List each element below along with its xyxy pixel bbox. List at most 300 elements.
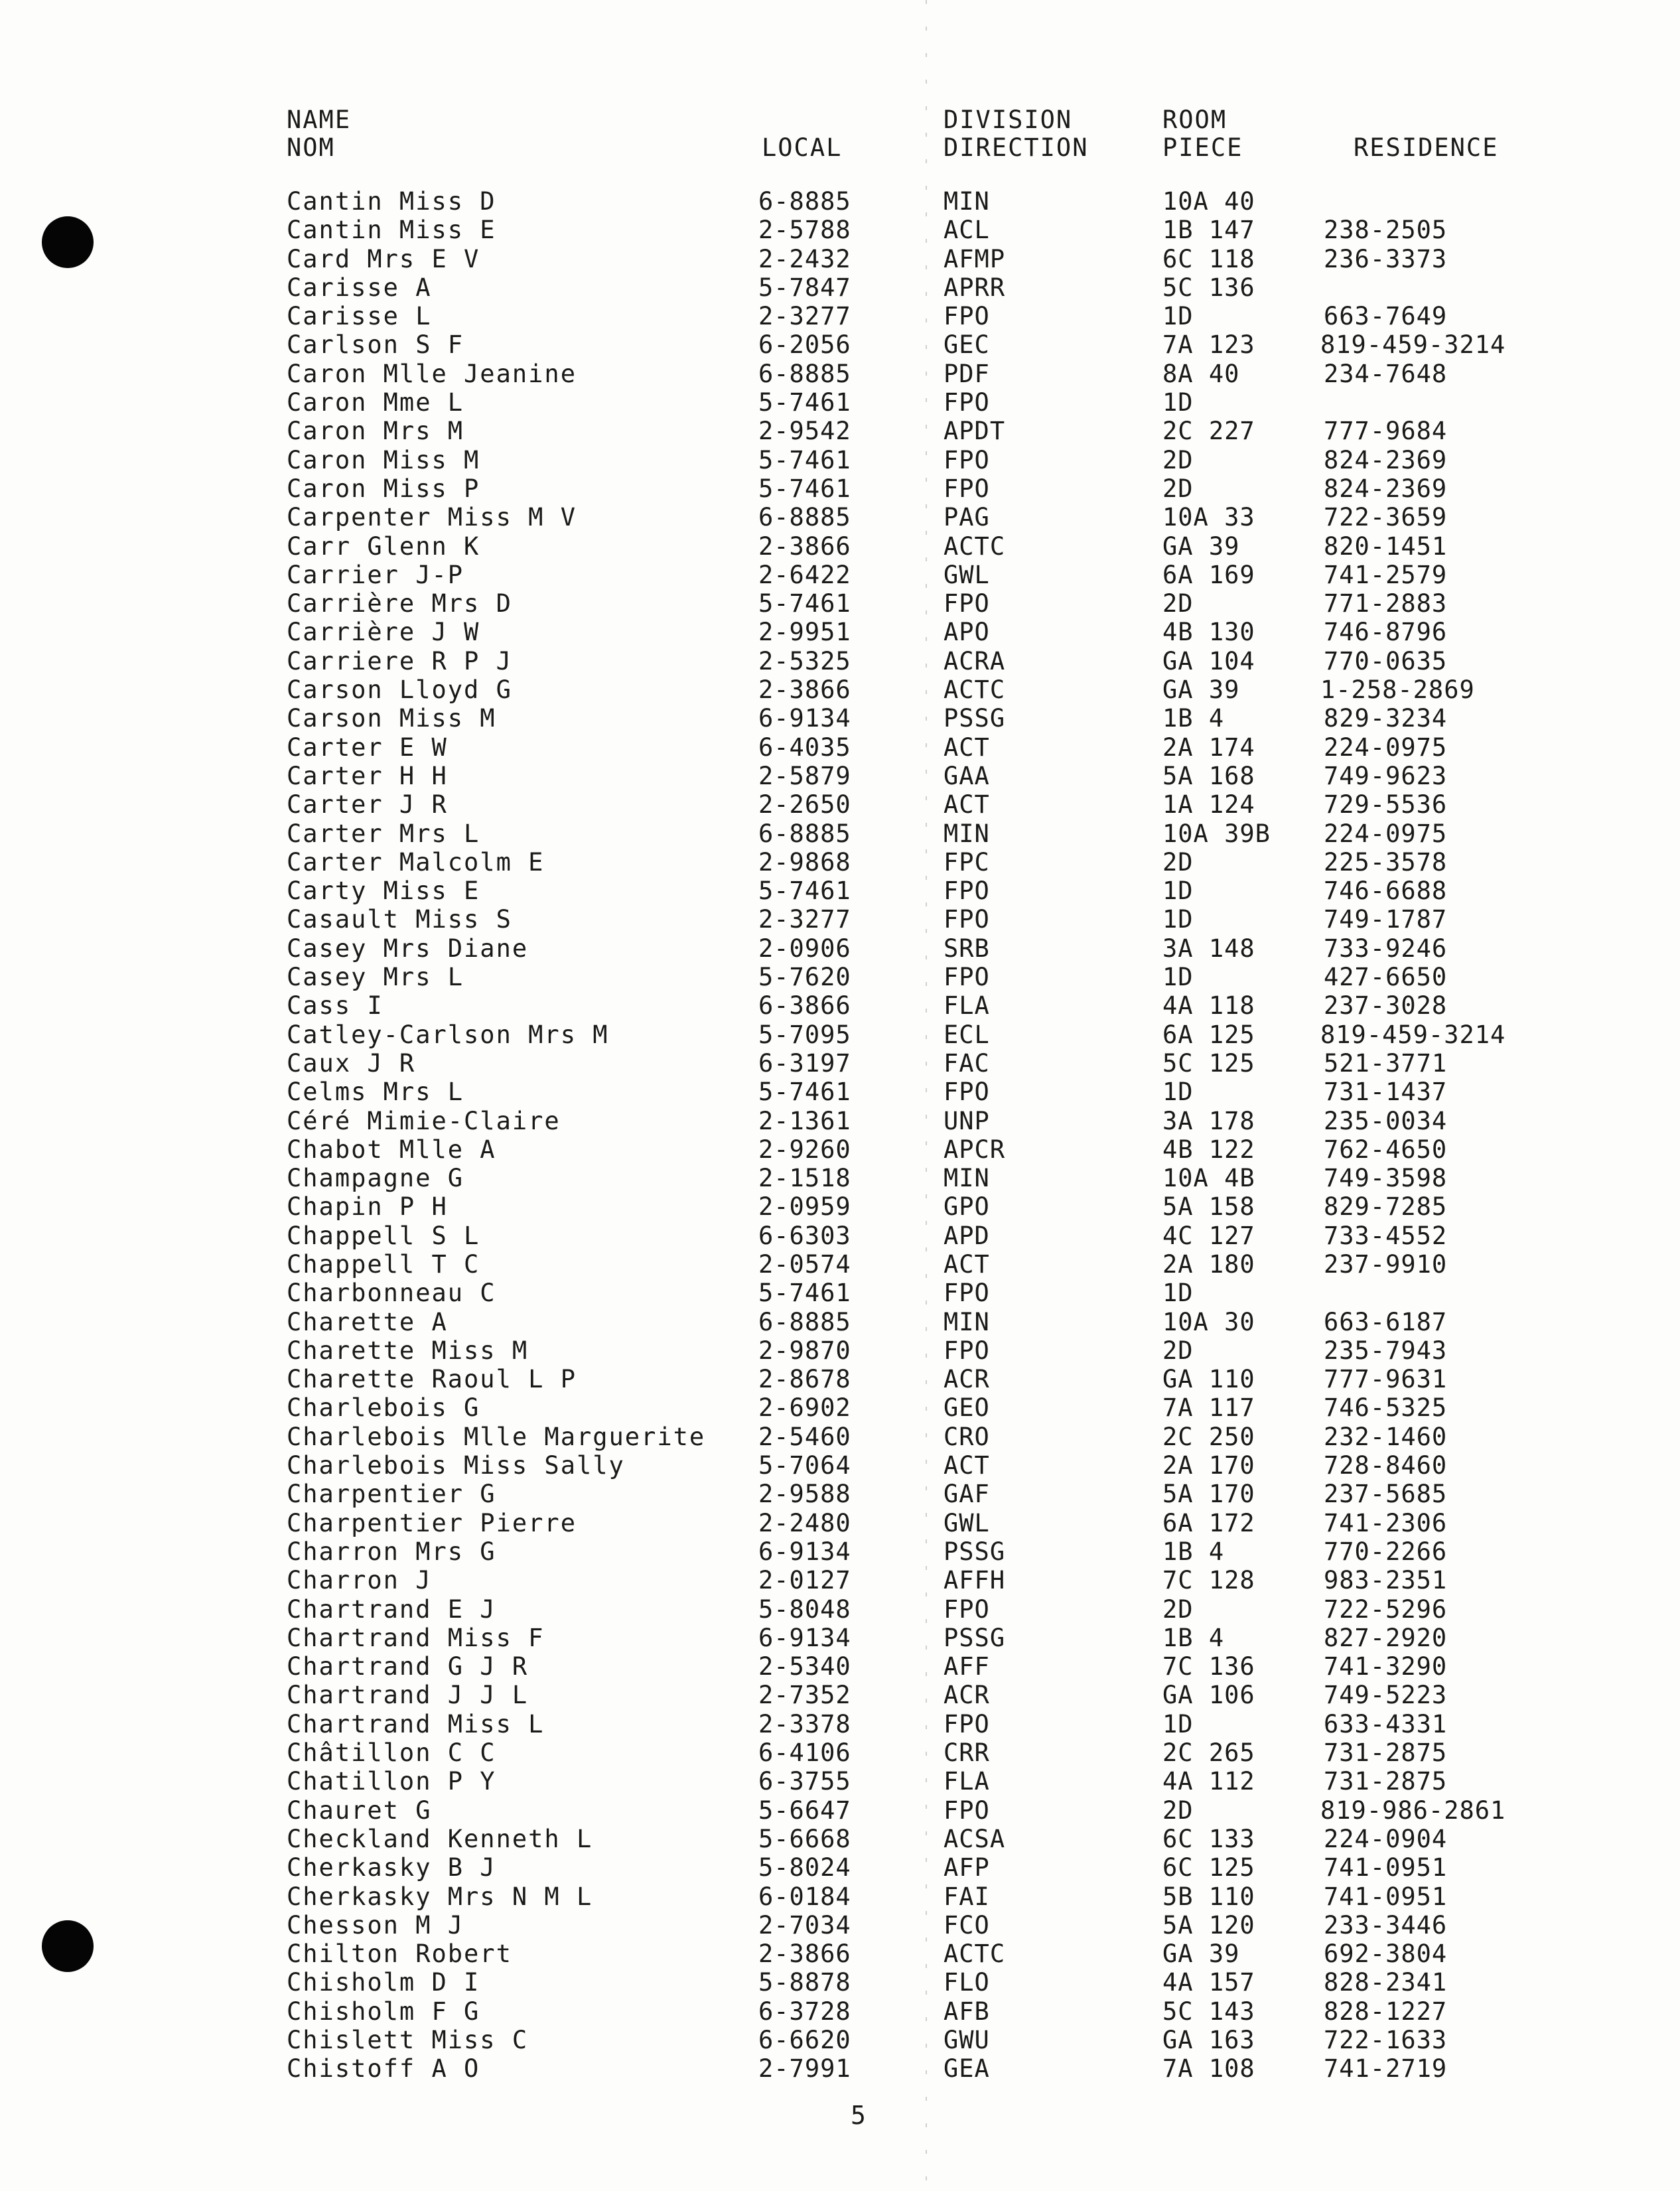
entry-name: Carson Miss M — [287, 704, 496, 733]
entry-residence: 224-0904 — [1324, 1824, 1448, 1853]
entry-residence: 733-9246 — [1324, 934, 1448, 963]
entry-name: Charette Miss M — [287, 1336, 529, 1365]
entry-division: GWU — [944, 2026, 990, 2054]
entry-residence: 828-2341 — [1324, 1968, 1448, 1997]
entry-division: PSSG — [944, 704, 1006, 733]
entry-residence: 762-4650 — [1324, 1135, 1448, 1164]
entry-local: 6-9134 — [758, 704, 851, 733]
entry-residence: 235-7943 — [1324, 1336, 1448, 1365]
entry-local: 2-1518 — [758, 1164, 851, 1193]
entry-name: Cass I — [287, 991, 384, 1021]
entry-name: Carlson S F — [287, 330, 464, 360]
table-row — [0, 963, 1680, 991]
entry-room: 5A 170 — [1162, 1480, 1255, 1509]
header-division-en: DIVISION — [944, 106, 1073, 134]
header-local — [762, 134, 842, 162]
entry-room: 2A 180 — [1162, 1249, 1255, 1279]
table-row — [0, 733, 1680, 762]
entry-room: 10A 39B — [1162, 819, 1271, 848]
entry-local: 2-9260 — [758, 1135, 851, 1164]
entry-room: 7A 108 — [1162, 2054, 1255, 2084]
entry-division: FLO — [944, 1968, 990, 1997]
entry-local: 2-5325 — [758, 646, 851, 675]
entry-division: ACR — [944, 1681, 990, 1710]
entry-residence: 777-9631 — [1324, 1365, 1448, 1394]
entry-local: 5-7095 — [758, 1020, 851, 1049]
entry-name: Carrière Mrs D — [287, 589, 512, 618]
entry-division: FPO — [944, 388, 990, 417]
table-row — [0, 1049, 1680, 1078]
entry-room: 10A 4B — [1162, 1164, 1255, 1193]
entry-division: MIN — [944, 1307, 990, 1336]
entry-room: 2A 174 — [1162, 733, 1255, 762]
entry-division: FPO — [944, 474, 990, 503]
entry-name: Chisholm D I — [287, 1968, 480, 1997]
table-row — [0, 1393, 1680, 1422]
table-row — [0, 1911, 1680, 1940]
entry-division: FPO — [944, 589, 990, 618]
entry-room: 5C 136 — [1162, 273, 1255, 302]
entry-room: 7C 128 — [1162, 1566, 1255, 1595]
entry-division: FPO — [944, 877, 990, 906]
entry-room: 4B 122 — [1162, 1135, 1255, 1164]
table-row — [0, 2054, 1680, 2083]
entry-division: APO — [944, 618, 990, 647]
entry-division: AFFH — [944, 1566, 1006, 1595]
entry-residence: 692-3804 — [1324, 1940, 1448, 1969]
entry-local: 2-5788 — [758, 216, 851, 245]
entry-name: Charron J — [287, 1566, 432, 1595]
entry-local: 5-7847 — [758, 273, 851, 302]
entry-local: 2-3378 — [758, 1709, 851, 1738]
entry-room: 1B 4 — [1162, 1623, 1225, 1652]
entry-residence: 237-9910 — [1324, 1249, 1448, 1279]
entry-local: 6-3728 — [758, 1997, 851, 2026]
table-row — [0, 1078, 1680, 1106]
entry-division: APD — [944, 1221, 990, 1250]
entry-local: 6-8885 — [758, 359, 851, 388]
table-row — [0, 446, 1680, 474]
table-row — [0, 934, 1680, 963]
entry-name: Chappell S L — [287, 1221, 480, 1250]
entry-room: 2D — [1162, 589, 1194, 618]
entry-division: FPO — [944, 1336, 990, 1365]
entry-local: 5-8024 — [758, 1853, 851, 1882]
entry-residence: 234-7648 — [1324, 359, 1448, 388]
entry-division: FPO — [944, 1279, 990, 1308]
entry-room: 1D — [1162, 1279, 1194, 1308]
entry-local: 6-0184 — [758, 1882, 851, 1911]
entry-residence: 819-986-2861 — [1320, 1796, 1506, 1825]
table-row — [0, 1222, 1680, 1250]
entry-room: 1D — [1162, 905, 1194, 934]
entry-room: GA 39 — [1162, 531, 1240, 561]
entry-division: FPO — [944, 445, 990, 474]
entry-room: 10A 30 — [1162, 1307, 1255, 1336]
entry-name: Cantin Miss E — [287, 216, 496, 245]
entry-name: Card Mrs E V — [287, 244, 480, 273]
entry-room: 2D — [1162, 474, 1194, 503]
entry-room: 1D — [1162, 877, 1194, 906]
table-row — [0, 1997, 1680, 2026]
table-row — [0, 1365, 1680, 1393]
table-row — [0, 273, 1680, 302]
table-row — [0, 1021, 1680, 1049]
entry-local: 2-0906 — [758, 934, 851, 963]
entry-residence: 733-4552 — [1324, 1221, 1448, 1250]
table-row — [0, 1652, 1680, 1681]
entry-residence: 741-2306 — [1324, 1508, 1448, 1537]
entry-residence: 828-1227 — [1324, 1997, 1448, 2026]
entry-division: PAG — [944, 503, 990, 532]
entry-residence: 232-1460 — [1324, 1422, 1448, 1451]
entry-residence: 728-8460 — [1324, 1451, 1448, 1480]
entry-division: MIN — [944, 187, 990, 216]
entry-room: 5A 120 — [1162, 1910, 1255, 1940]
table-row — [0, 561, 1680, 589]
entry-division: GPO — [944, 1192, 990, 1222]
entry-division: SRB — [944, 934, 990, 963]
entry-residence: 237-3028 — [1324, 991, 1448, 1021]
entry-name: Chartrand G J R — [287, 1652, 529, 1681]
entry-division: PSSG — [944, 1623, 1006, 1652]
entry-room: 7A 117 — [1162, 1393, 1255, 1423]
entry-division: FPC — [944, 847, 990, 877]
entry-local: 6-3866 — [758, 991, 851, 1021]
entry-name: Champagne G — [287, 1164, 464, 1193]
entry-residence: 236-3373 — [1324, 244, 1448, 273]
entry-division: FPO — [944, 1594, 990, 1624]
entry-name: Châtillon C C — [287, 1738, 496, 1768]
entry-name: Cantin Miss D — [287, 187, 496, 216]
entry-division: FCO — [944, 1910, 990, 1940]
entry-name: Carter E W — [287, 733, 448, 762]
entry-name: Carrière J W — [287, 618, 480, 647]
entry-room: 6A 172 — [1162, 1508, 1255, 1537]
table-row — [0, 704, 1680, 733]
table-row — [0, 1681, 1680, 1709]
entry-residence: 238-2505 — [1324, 216, 1448, 245]
entry-division: ACSA — [944, 1824, 1006, 1853]
entry-division: AFB — [944, 1997, 990, 2026]
entry-local: 6-8885 — [758, 503, 851, 532]
entry-name: Casey Mrs Diane — [287, 934, 529, 963]
entry-division: ACT — [944, 1451, 990, 1480]
entry-name: Carisse A — [287, 273, 432, 302]
table-row — [0, 1537, 1680, 1566]
entry-division: APDT — [944, 417, 1006, 446]
entry-residence: 722-5296 — [1324, 1594, 1448, 1624]
table-row — [0, 388, 1680, 417]
table-row — [0, 1738, 1680, 1767]
entry-room: 2D — [1162, 1336, 1194, 1365]
table-row — [0, 1107, 1680, 1135]
entry-division: FPO — [944, 1078, 990, 1107]
table-row — [0, 417, 1680, 445]
table-row — [0, 589, 1680, 618]
entry-local: 2-2650 — [758, 790, 851, 819]
entry-residence: 829-3234 — [1324, 704, 1448, 733]
entry-local: 2-3866 — [758, 531, 851, 561]
table-row — [0, 1451, 1680, 1480]
entry-residence: 722-3659 — [1324, 503, 1448, 532]
entry-residence: 731-2875 — [1324, 1738, 1448, 1768]
entry-local: 2-5460 — [758, 1422, 851, 1451]
entry-residence: 771-2883 — [1324, 589, 1448, 618]
table-row — [0, 1279, 1680, 1307]
entry-local: 2-5340 — [758, 1652, 851, 1681]
entry-name: Carter J R — [287, 790, 448, 819]
table-row — [0, 1882, 1680, 1911]
entry-name: Charpentier G — [287, 1480, 496, 1509]
entry-residence: 741-2579 — [1324, 560, 1448, 589]
table-row — [0, 187, 1680, 216]
entry-room: 10A 40 — [1162, 187, 1255, 216]
entry-residence: 741-0951 — [1324, 1853, 1448, 1882]
table-row — [0, 1940, 1680, 1968]
entry-local: 2-3866 — [758, 1940, 851, 1969]
entry-division: GEC — [944, 330, 990, 360]
entry-residence: 746-8796 — [1324, 618, 1448, 647]
entry-local: 2-5879 — [758, 761, 851, 790]
entry-room: 6C 125 — [1162, 1853, 1255, 1882]
entry-residence: 777-9684 — [1324, 417, 1448, 446]
entry-name: Chapin P H — [287, 1192, 448, 1222]
entry-residence: 749-3598 — [1324, 1164, 1448, 1193]
table-row — [0, 1624, 1680, 1652]
entry-residence: 749-5223 — [1324, 1681, 1448, 1710]
entry-local: 2-9542 — [758, 417, 851, 446]
entry-name: Carter H H — [287, 761, 448, 790]
entry-local: 2-6422 — [758, 560, 851, 589]
entry-local: 2-9588 — [758, 1480, 851, 1509]
entry-division: ACRA — [944, 646, 1006, 675]
entry-residence: 741-0951 — [1324, 1882, 1448, 1911]
entry-name: Celms Mrs L — [287, 1078, 464, 1107]
entry-room: 2A 170 — [1162, 1451, 1255, 1480]
entry-local: 6-2056 — [758, 330, 851, 360]
entry-room: 1B 4 — [1162, 704, 1225, 733]
entry-local: 6-9134 — [758, 1537, 851, 1566]
entry-residence: 827-2920 — [1324, 1623, 1448, 1652]
entry-name: Charlebois G — [287, 1393, 480, 1423]
entry-residence: 225-3578 — [1324, 847, 1448, 877]
entry-residence: 770-0635 — [1324, 646, 1448, 675]
entry-local: 2-7034 — [758, 1910, 851, 1940]
entry-local: 2-3277 — [758, 302, 851, 331]
entry-division: ACTC — [944, 1940, 1006, 1969]
entry-local: 2-0959 — [758, 1192, 851, 1222]
entry-room: GA 104 — [1162, 646, 1255, 675]
entry-residence: 746-5325 — [1324, 1393, 1448, 1423]
entry-division: GAA — [944, 761, 990, 790]
table-row — [0, 819, 1680, 848]
entry-residence: 729-5536 — [1324, 790, 1448, 819]
entry-residence: 741-3290 — [1324, 1652, 1448, 1681]
header-division-fr: DIRECTION — [944, 133, 1089, 162]
entry-local: 2-7352 — [758, 1681, 851, 1710]
entry-residence: 731-1437 — [1324, 1078, 1448, 1107]
entry-residence: 633-4331 — [1324, 1709, 1448, 1738]
entry-name: Casault Miss S — [287, 905, 512, 934]
table-row — [0, 1796, 1680, 1825]
table-row — [0, 1968, 1680, 1997]
entry-local: 5-7064 — [758, 1451, 851, 1480]
entry-room: 6C 133 — [1162, 1824, 1255, 1853]
entry-division: GAF — [944, 1480, 990, 1509]
entry-division: ACL — [944, 216, 990, 245]
entry-name: Chartrand E J — [287, 1594, 496, 1624]
entry-room: 7A 123 — [1162, 330, 1255, 360]
table-row — [0, 1595, 1680, 1624]
entry-residence: 820-1451 — [1324, 531, 1448, 561]
entry-name: Charette Raoul L P — [287, 1365, 577, 1394]
table-row — [0, 1825, 1680, 1853]
entry-local: 5-6668 — [758, 1824, 851, 1853]
entry-room: 2C 265 — [1162, 1738, 1255, 1768]
entry-local: 2-8678 — [758, 1365, 851, 1394]
entry-local: 6-6303 — [758, 1221, 851, 1250]
entry-residence: 233-3446 — [1324, 1910, 1448, 1940]
entry-division: CRR — [944, 1738, 990, 1768]
entry-division: APCR — [944, 1135, 1006, 1164]
entry-local: 2-6902 — [758, 1393, 851, 1423]
entry-room: GA 39 — [1162, 675, 1240, 705]
entry-room: 1D — [1162, 302, 1194, 331]
table-row — [0, 1336, 1680, 1365]
entry-room: 2D — [1162, 847, 1194, 877]
entry-room: 8A 40 — [1162, 359, 1240, 388]
entry-local: 5-7461 — [758, 474, 851, 503]
entry-room: 1D — [1162, 388, 1194, 417]
directory-table — [0, 187, 1680, 2084]
entry-name: Carter Mrs L — [287, 819, 480, 848]
entry-room: 4A 157 — [1162, 1968, 1255, 1997]
header-name-fr: NOM — [287, 133, 335, 162]
entry-local: 6-6620 — [758, 2026, 851, 2054]
entry-local: 2-9868 — [758, 847, 851, 877]
entry-room: 1D — [1162, 963, 1194, 992]
entry-room: 2D — [1162, 1594, 1194, 1624]
table-row — [0, 991, 1680, 1020]
entry-name: Chatillon P Y — [287, 1767, 496, 1796]
entry-residence: 741-2719 — [1324, 2054, 1448, 2084]
entry-room: 3A 178 — [1162, 1106, 1255, 1135]
entry-room: 6A 169 — [1162, 560, 1255, 589]
entry-residence: 983-2351 — [1324, 1566, 1448, 1595]
entry-local: 2-3866 — [758, 675, 851, 705]
entry-room: 1B 147 — [1162, 216, 1255, 245]
entry-room: 2C 227 — [1162, 417, 1255, 446]
entry-local: 2-2432 — [758, 244, 851, 273]
entry-name: Charbonneau C — [287, 1279, 496, 1308]
entry-room: 2C 250 — [1162, 1422, 1255, 1451]
table-header — [0, 106, 1680, 173]
table-row — [0, 532, 1680, 561]
entry-name: Chartrand Miss L — [287, 1709, 545, 1738]
table-row — [0, 877, 1680, 905]
entry-residence: 824-2369 — [1324, 474, 1448, 503]
table-row — [0, 474, 1680, 503]
entry-division: APRR — [944, 273, 1006, 302]
entry-room: 1A 124 — [1162, 790, 1255, 819]
entry-name: Carty Miss E — [287, 877, 480, 906]
entry-name: Caron Mme L — [287, 388, 464, 417]
header-residence-label: RESIDENCE — [1354, 133, 1499, 162]
table-row — [0, 360, 1680, 388]
entry-name: Carriere R P J — [287, 646, 512, 675]
entry-residence: 1-258-2869 — [1320, 675, 1475, 705]
table-row — [0, 1710, 1680, 1738]
entry-room: 10A 33 — [1162, 503, 1255, 532]
entry-division: GEA — [944, 2054, 990, 2084]
entry-local: 6-8885 — [758, 1307, 851, 1336]
entry-residence: 829-7285 — [1324, 1192, 1448, 1222]
entry-local: 2-7991 — [758, 2054, 851, 2084]
entry-name: Cherkasky B J — [287, 1853, 496, 1882]
entry-name: Carson Lloyd G — [287, 675, 512, 705]
entry-residence: 224-0975 — [1324, 819, 1448, 848]
table-row — [0, 1480, 1680, 1508]
table-row — [0, 1308, 1680, 1336]
entry-residence: 521-3771 — [1324, 1048, 1448, 1078]
entry-name: Chartrand Miss F — [287, 1623, 545, 1652]
table-row — [0, 1767, 1680, 1796]
entry-division: ACTC — [944, 531, 1006, 561]
entry-name: Checkland Kenneth L — [287, 1824, 593, 1853]
entry-name: Céré Mimie-Claire — [287, 1106, 561, 1135]
table-row — [0, 2026, 1680, 2054]
entry-local: 6-4106 — [758, 1738, 851, 1768]
entry-name: Cherkasky Mrs N M L — [287, 1882, 593, 1911]
entry-name: Chappell T C — [287, 1249, 480, 1279]
entry-residence: 819-459-3214 — [1320, 330, 1506, 360]
entry-room: 2D — [1162, 1796, 1194, 1825]
entry-division: GWL — [944, 1508, 990, 1537]
entry-local: 5-7461 — [758, 1078, 851, 1107]
entry-room: 6A 125 — [1162, 1020, 1255, 1049]
entry-name: Chabot Mlle A — [287, 1135, 496, 1164]
entry-division: ACTC — [944, 675, 1006, 705]
entry-division: FLA — [944, 1767, 990, 1796]
entry-room: GA 106 — [1162, 1681, 1255, 1710]
table-row — [0, 647, 1680, 675]
entry-name: Chisholm F G — [287, 1997, 480, 2026]
entry-residence: 770-2266 — [1324, 1537, 1448, 1566]
entry-local: 5-7461 — [758, 388, 851, 417]
table-row — [0, 503, 1680, 531]
entry-division: FAI — [944, 1882, 990, 1911]
entry-local: 2-3277 — [758, 905, 851, 934]
entry-division: AFF — [944, 1652, 990, 1681]
entry-room: 1D — [1162, 1709, 1194, 1738]
entry-residence: 235-0034 — [1324, 1106, 1448, 1135]
entry-local: 6-8885 — [758, 819, 851, 848]
entry-local: 6-8885 — [758, 187, 851, 216]
entry-name: Carpenter Miss M V — [287, 503, 577, 532]
entry-residence: 237-5685 — [1324, 1480, 1448, 1509]
entry-residence: 824-2369 — [1324, 445, 1448, 474]
entry-division: FPO — [944, 963, 990, 992]
table-row — [0, 762, 1680, 790]
entry-division: FPO — [944, 1796, 990, 1825]
entry-local: 5-7461 — [758, 877, 851, 906]
entry-name: Charlebois Miss Sally — [287, 1451, 625, 1480]
header-local-label: LOCAL — [762, 133, 843, 162]
entry-division: FLA — [944, 991, 990, 1021]
entry-local: 5-8878 — [758, 1968, 851, 1997]
entry-residence: 663-6187 — [1324, 1307, 1448, 1336]
